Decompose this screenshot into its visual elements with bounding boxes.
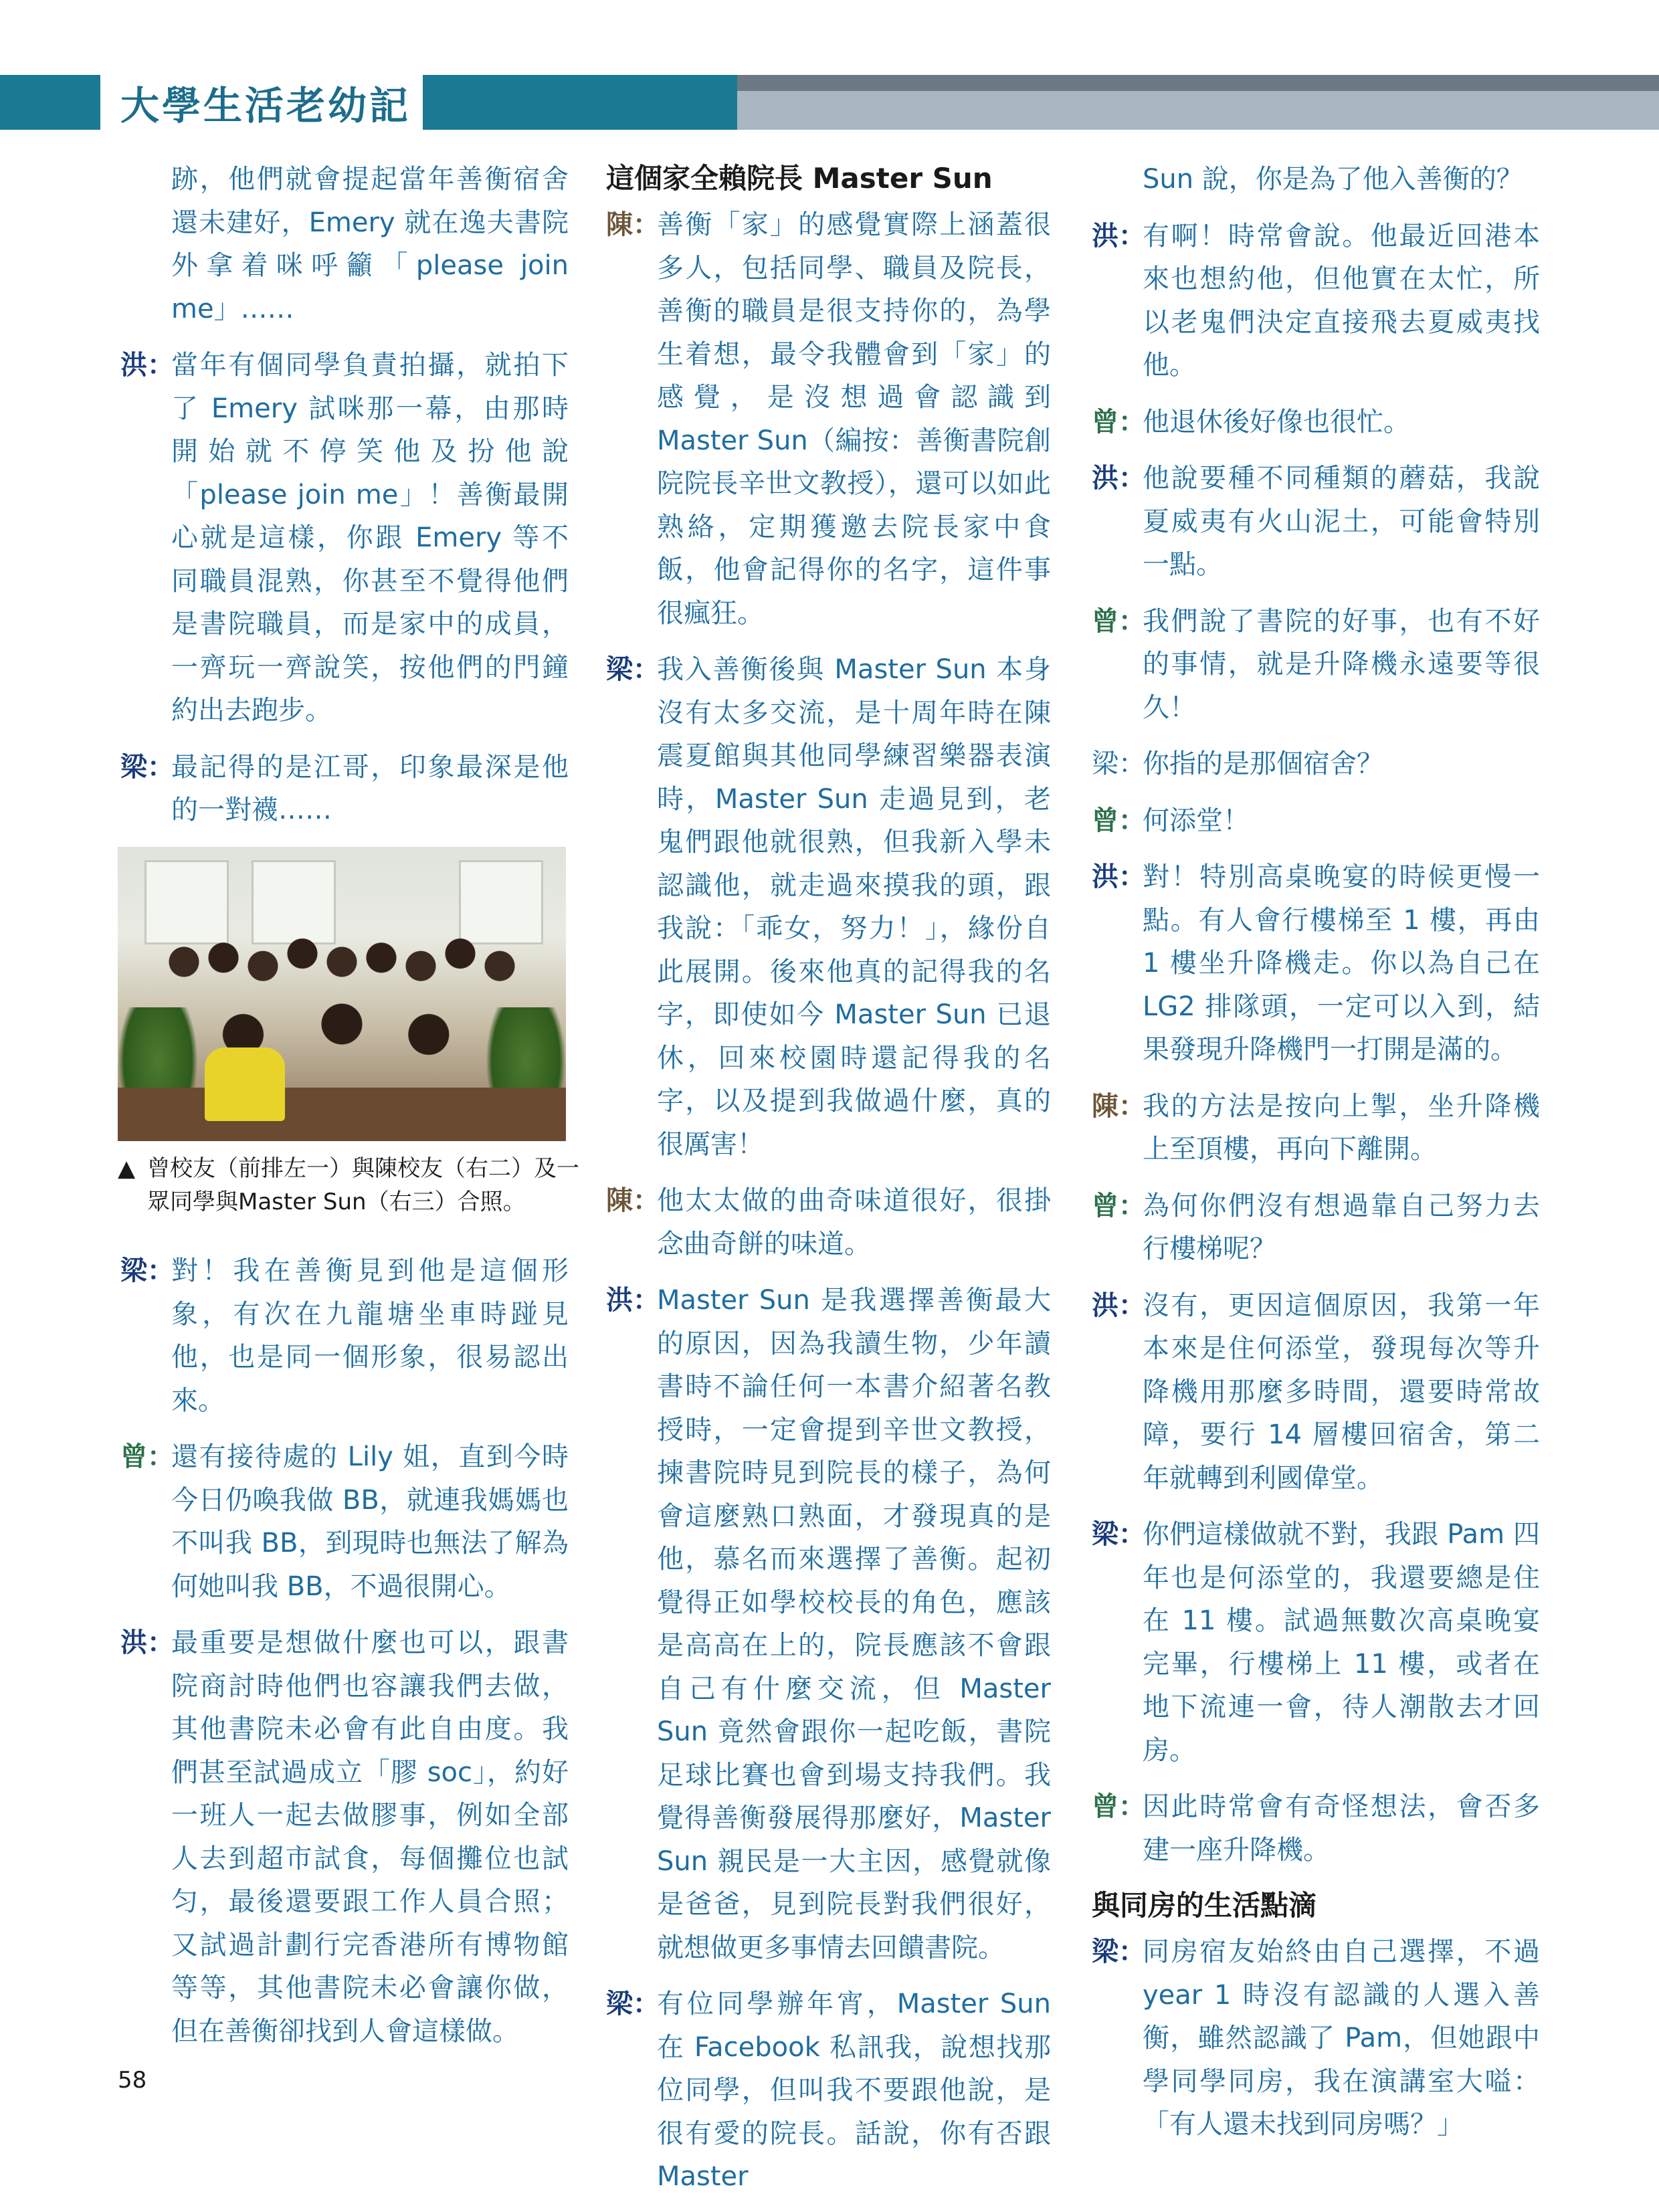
speaker-label: 洪： xyxy=(120,1627,174,1658)
speaker-label: 梁： xyxy=(606,654,660,685)
dialogue-paragraph xyxy=(120,746,569,832)
speaker-label: 梁： xyxy=(120,1255,174,1286)
dialogue-text: 你們這樣做就不對，我跟 Pam 四年也是何添堂的，我還要總是住在 11 樓。試過無數次高桌晚宴完畢，行樓梯上 11 樓，或者在地下流連一會，待人潮散去才回房。 xyxy=(1143,1519,1540,1766)
header-band-left xyxy=(0,75,100,130)
dialogue-text: 他太太做的曲奇味道很好，很掛念曲奇餅的味道。 xyxy=(657,1185,1051,1260)
dialogue-text: 對！我在善衡見到他是這個形象，有次在九龍塘坐車時踫見他，也是同一個形象，很易認出來。 xyxy=(171,1255,569,1416)
speaker-label: 洪： xyxy=(606,1285,660,1316)
dialogue-paragraph xyxy=(606,203,1051,635)
dialogue-paragraph xyxy=(606,648,1051,1166)
dialogue-paragraph xyxy=(1092,401,1540,444)
dialogue-paragraph xyxy=(120,158,569,330)
dialogue-text: 何添堂！ xyxy=(1143,805,1250,836)
dialogue-paragraph xyxy=(1092,1785,1540,1872)
dialogue-text: 最重要是想做什麼也可以，跟書院商討時他們也容讓我們去做，其他書院未必會有此自由度。我們甚至試過成立「膠 soc」，約好一班人一起去做膠事，例如全部人去到超市試食，每個攤位也試匀，最後還要跟工作人員合照；又試過計劃行完香港所有博物館等等，其他書院未必會讓你做，但在善衡卻找到人會這樣做。 xyxy=(171,1627,569,2047)
speaker-label: 梁： xyxy=(120,751,174,783)
speaker-label: 曾： xyxy=(120,1441,174,1472)
speaker-label: 洪： xyxy=(1092,1290,1145,1321)
dialogue-text: 為何你們沒有想過靠自己努力去行樓梯呢？ xyxy=(1143,1190,1540,1264)
dialogue-text: 善衡「家」的感覺實際上涵蓋很多人，包括同學、職員及院長，善衡的職員是很支持你的，為學生着想，最令我體會到「家」的感覺，是沒想過會認識到 Master Sun（編按：善衡書院創院院長辛世文教授），還可以如此熟絡，定期獲邀去院長家中食飯，他會記得你的名字，這件事很瘋狂。 xyxy=(657,209,1051,629)
dialogue-text: Master Sun 是我選擇善衡最大的原因，因為我讀生物，少年讀書時不論任何一本書介紹著名教授時，一定會提到辛世文教授，揀書院時見到院長的樣子，為何會這麼熟口熟面，才發現真的是他，慕名而來選擇了善衡。起初覺得正如學校校長的角色，應該是高高在上的，院長應該不會跟自己有什麼交流，但 Master Sun 竟然會跟你一起吃飯，書院足球比賽也會到場支持我們。我覺得善衡發展得那麼好，Master Sun 親民是一大主因，感覺就像是爸爸，見到院長對我們很好，就想做更多事情去回饋書院。 xyxy=(657,1285,1051,1963)
group-photo xyxy=(118,847,566,1141)
page-number: 58 xyxy=(118,2067,147,2094)
dialogue-text: 最記得的是江哥，印象最深是他的一對襪…… xyxy=(171,751,569,825)
dialogue-text: 我的方法是按向上掣，坐升降機上至頂樓，再向下離開。 xyxy=(1143,1090,1540,1165)
photo-yellow-shirt xyxy=(205,1047,285,1121)
dialogue-paragraph xyxy=(1092,158,1540,201)
speaker-label: 曾： xyxy=(1092,805,1145,836)
dialogue-text: 他說要種不同種類的蘑菇，我說夏威夷有火山泥土，可能會特別一點。 xyxy=(1143,463,1540,580)
speaker-label: 曾： xyxy=(1092,1791,1145,1822)
photo-caption xyxy=(118,1152,579,1219)
column-3 xyxy=(1092,158,1540,2160)
header-band-dark-strip xyxy=(737,75,1659,91)
dialogue-text: 他退休後好像也很忙。 xyxy=(1143,406,1410,437)
speaker-label: 曾： xyxy=(1092,1190,1145,1221)
column-1-bottom xyxy=(120,1249,569,2066)
speaker-label: 梁： xyxy=(1092,1519,1145,1550)
dialogue-paragraph xyxy=(1092,799,1540,843)
dialogue-text: 同房宿友始終由自己選擇，不過 year 1 時沒有認識的人選入善衡，雖然認識了 Pam，但她跟中學同學同房，我在演講室大嗌：「有人還未找到同房嗎？」 xyxy=(1143,1936,1540,2140)
dialogue-paragraph xyxy=(120,1621,569,2053)
dialogue-paragraph xyxy=(1092,1085,1540,1171)
dialogue-text: 當年有個同學負責拍攝，就拍下了 Emery 試咪那一幕，由那時開始就不停笑他及扮他說「please join me」！善衡最開心就是這樣，你跟 Emery 等不同職員混熟，你甚至不覺得他們是書院職員，而是家中的成員，一齊玩一齊說笑，按他們的門鐘約出去跑步。 xyxy=(171,350,569,726)
dialogue-paragraph xyxy=(606,1279,1051,1969)
dialogue-text: 沒有，更因這個原因，我第一年本來是住何添堂，發現每次等升降機用那麼多時間，還要時常故障，要行 14 層樓回宿舍，第二年就轉到利國偉堂。 xyxy=(1143,1290,1540,1494)
speaker-label: 曾： xyxy=(1092,605,1145,637)
dialogue-text: 我入善衡後與 Master Sun 本身沒有太多交流，是十周年時在陳震夏館與其他同學練習樂器表演時，Master Sun 走過見到，老鬼們跟他就很熟，但我新入學未認識他，就走過來摸我的頭，跟我說：「乖女，努力！」，緣份自此展開。後來他真的記得我的名字，即使如今 Master Sun 已退休，回來校園時還記得我的名字，以及提到我做過什麼，真的很厲害！ xyxy=(657,654,1051,1160)
dialogue-paragraph xyxy=(1092,1284,1540,1500)
speaker-label: 洪： xyxy=(1092,220,1145,252)
dialogue-paragraph xyxy=(1092,1185,1540,1271)
section-heading: 與同房的生活點滴 xyxy=(1092,1889,1317,1922)
header-band-middle xyxy=(423,75,737,130)
dialogue-text: 對！特別高桌晚宴的時候更慢一點。有人會行樓梯至 1 樓，再由 1 樓坐升降機走。你以為自己在 LG2 排隊頭，一定可以入到，結果發現升降機門一打開是滿的。 xyxy=(1143,862,1540,1065)
dialogue-paragraph xyxy=(606,1179,1051,1266)
dialogue-text: 你指的是那個宿舍？ xyxy=(1143,748,1383,779)
speaker-label: 陳： xyxy=(1092,1090,1145,1122)
dialogue-paragraph xyxy=(1092,742,1540,786)
speaker-label: 梁： xyxy=(606,1989,660,2019)
speaker-label: 洪： xyxy=(1092,862,1145,892)
dialogue-text: 跡，他們就會提起當年善衡宿舍還未建好，Emery 就在逸夫書院外拿着咪呼籲「please join me」…… xyxy=(171,164,569,324)
dialogue-paragraph xyxy=(606,1983,1051,2199)
column-2 xyxy=(606,158,1051,2212)
photo-sofa xyxy=(118,1088,566,1141)
dialogue-paragraph xyxy=(1092,1513,1540,1772)
speaker-label: 陳： xyxy=(606,209,660,240)
speaker-label: 洪： xyxy=(120,350,174,381)
header-band-right xyxy=(737,91,1659,130)
dialogue-paragraph xyxy=(1092,856,1540,1072)
dialogue-paragraph xyxy=(1092,457,1540,587)
section-heading: 這個家全賴院長 Master Sun xyxy=(606,162,993,195)
dialogue-text: 有位同學辦年宵，Master Sun 在 Facebook 私訊我，說想找那位同學，但叫我不要跟他說，是很有愛的院長。話說，你有否跟 Master xyxy=(657,1989,1051,2192)
column-1-top xyxy=(120,158,569,888)
dialogue-paragraph xyxy=(1092,1930,1540,2146)
speaker-label: 梁： xyxy=(1092,1936,1145,1967)
dialogue-text: 還有接待處的 Lily 姐，直到今時今日仍喚我做 BB，就連我媽媽也不叫我 BB，到現時也無法了解為何她叫我 BB，不過很開心。 xyxy=(171,1441,569,1602)
dialogue-text: 我們說了書院的好事，也有不好的事情，就是升降機永遠要等很久！ xyxy=(1143,605,1540,723)
page-title: 大學生活老幼記 xyxy=(107,75,416,130)
dialogue-text: Sun 說，你是為了他入善衡的？ xyxy=(1143,164,1523,195)
dialogue-text: 有啊！時常會說。他最近回港本來也想約他，但他實在太忙，所以老鬼們決定直接飛去夏威夷找他。 xyxy=(1143,220,1540,381)
caption-marker-icon: ▲ xyxy=(118,1155,136,1182)
dialogue-paragraph xyxy=(1092,215,1540,387)
speaker-label: 洪： xyxy=(1092,463,1145,494)
dialogue-paragraph xyxy=(120,1435,569,1608)
dialogue-text: 因此時常會有奇怪想法，會否多建一座升降機。 xyxy=(1143,1791,1540,1866)
dialogue-paragraph xyxy=(120,1249,569,1422)
dialogue-paragraph xyxy=(120,344,569,732)
speaker-label: 梁： xyxy=(1092,748,1145,779)
speaker-label: 曾： xyxy=(1092,406,1145,437)
speaker-label: 陳： xyxy=(606,1185,660,1216)
column-1 xyxy=(120,158,569,902)
dialogue-paragraph xyxy=(1092,600,1540,730)
caption-text: 曾校友（前排左一）與陳校友（右二）及一眾同學與Master Sun（右三）合照。 xyxy=(147,1155,579,1215)
